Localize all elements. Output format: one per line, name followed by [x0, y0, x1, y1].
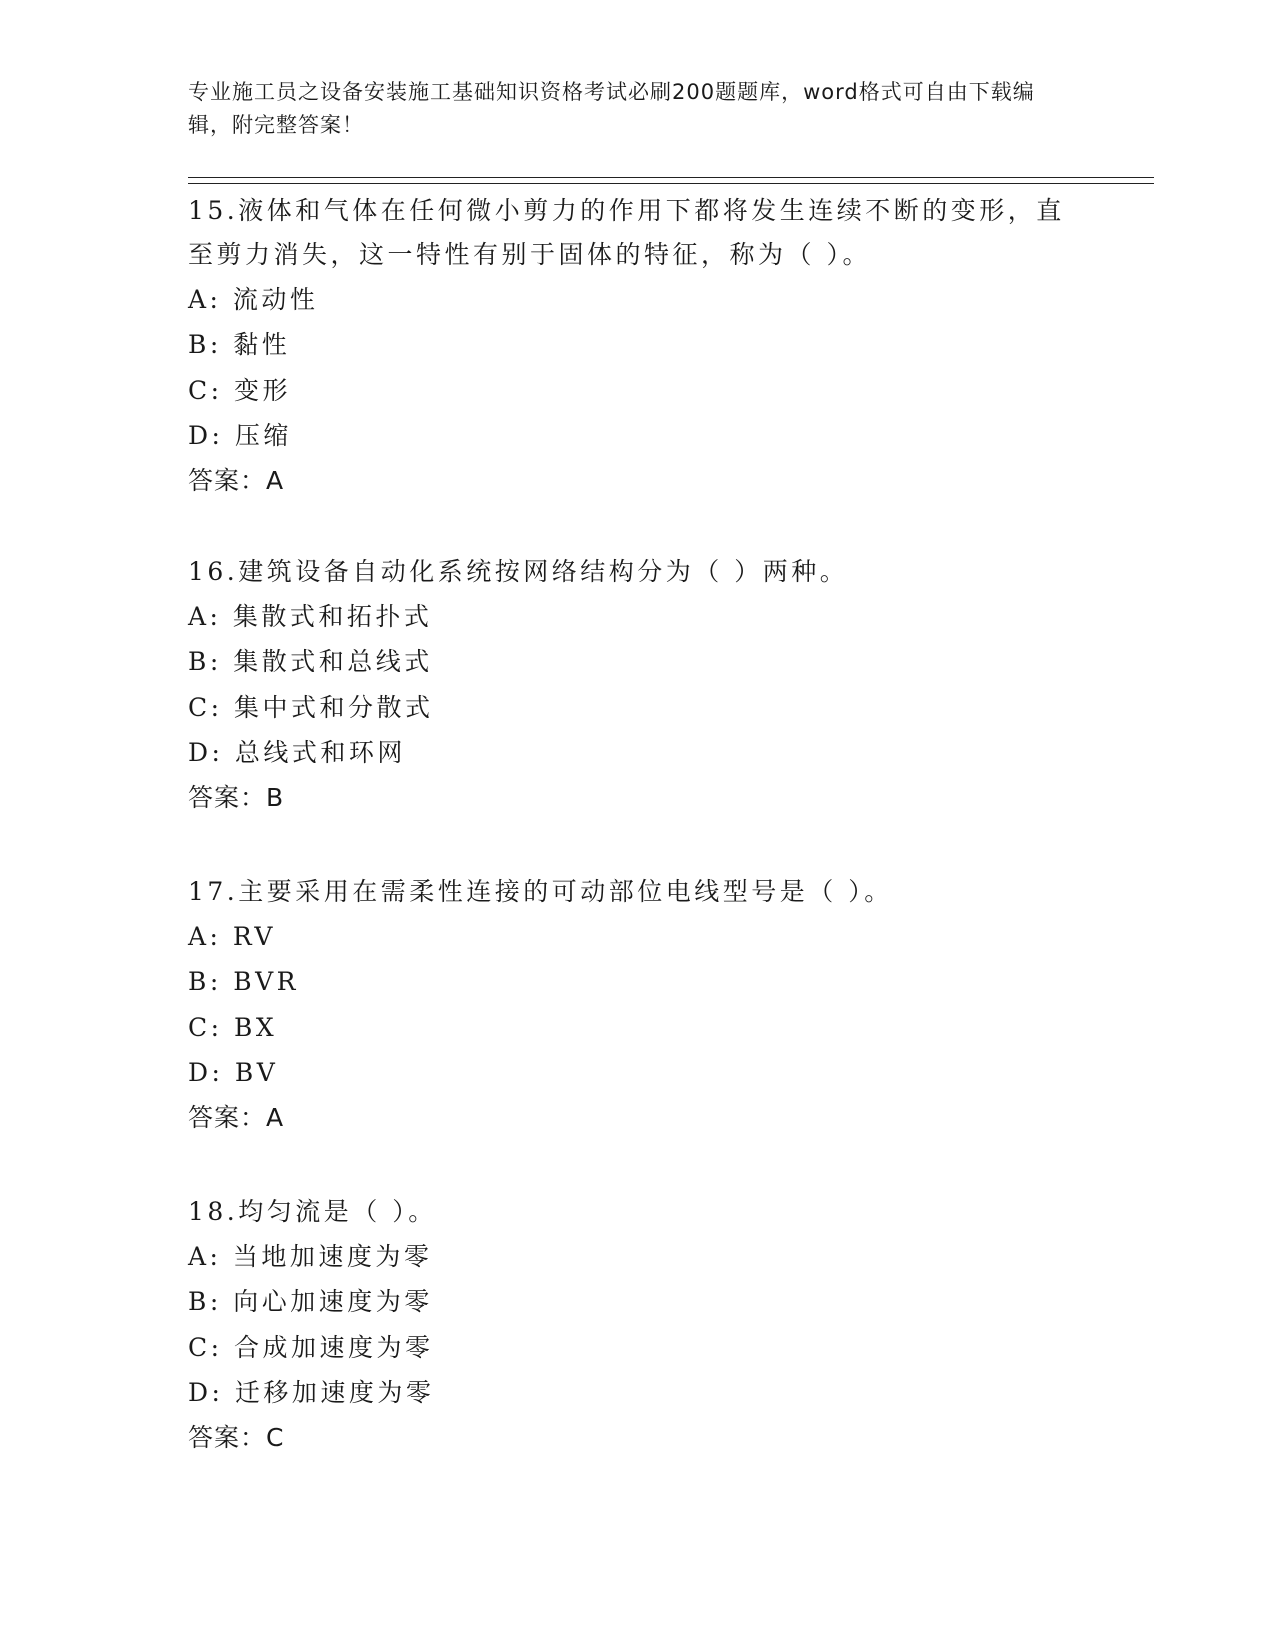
header-rule-top	[188, 177, 1154, 178]
option-d: D: 迁移加速度为零	[188, 1377, 435, 1407]
question-stem: 18.均匀流是（ ）。	[188, 1197, 437, 1226]
option-list	[188, 277, 1088, 458]
question-stem: 15.液体和气体在任何微小剪力的作用下都将发生连续不断的变形，直至剪力消失，这一特性有别于固体的特征，称为（ ）。	[188, 196, 1065, 269]
option-d: D: BV	[188, 1057, 279, 1087]
answer-line: 答案：A	[188, 1103, 285, 1133]
option-list	[188, 594, 1088, 775]
answer-line: 答案：B	[188, 783, 285, 813]
option-b: B: 黏性	[188, 330, 291, 360]
question-stem: 16.建筑设备自动化系统按网络结构分为（ ）两种。	[188, 557, 849, 586]
option-a: A: RV	[188, 922, 276, 951]
option-c: C: 变形	[188, 375, 291, 405]
option-d: D: 总线式和环网	[188, 737, 406, 767]
option-c: C: 集中式和分散式	[188, 692, 434, 722]
answer-line: 答案：C	[188, 1423, 285, 1453]
question-18	[188, 1190, 1088, 1460]
option-c: C: BX	[188, 1012, 278, 1042]
option-a: A: 当地加速度为零	[188, 1242, 433, 1271]
header-rule-bottom	[188, 183, 1154, 184]
option-c: C: 合成加速度为零	[188, 1332, 434, 1362]
question-16	[188, 550, 1088, 820]
answer-line: 答案：A	[188, 466, 285, 496]
question-17	[188, 870, 1088, 1140]
question-15	[188, 189, 1088, 503]
option-list	[188, 1234, 1088, 1415]
option-b: B: BVR	[188, 967, 299, 997]
option-a: A: 集散式和拓扑式	[188, 602, 433, 631]
document-header: 专业施工员之设备安装施工基础知识资格考试必刷200题题库，word格式可自由下载编辑，附完整答案！	[188, 80, 1035, 137]
option-list	[188, 914, 1088, 1095]
option-d: D: 压缩	[188, 420, 292, 450]
option-b: B: 向心加速度为零	[188, 1287, 433, 1317]
option-b: B: 集散式和总线式	[188, 647, 433, 677]
question-stem: 17.主要采用在需柔性连接的可动部位电线型号是（ ）。	[188, 877, 893, 906]
option-a: A: 流动性	[188, 285, 319, 314]
